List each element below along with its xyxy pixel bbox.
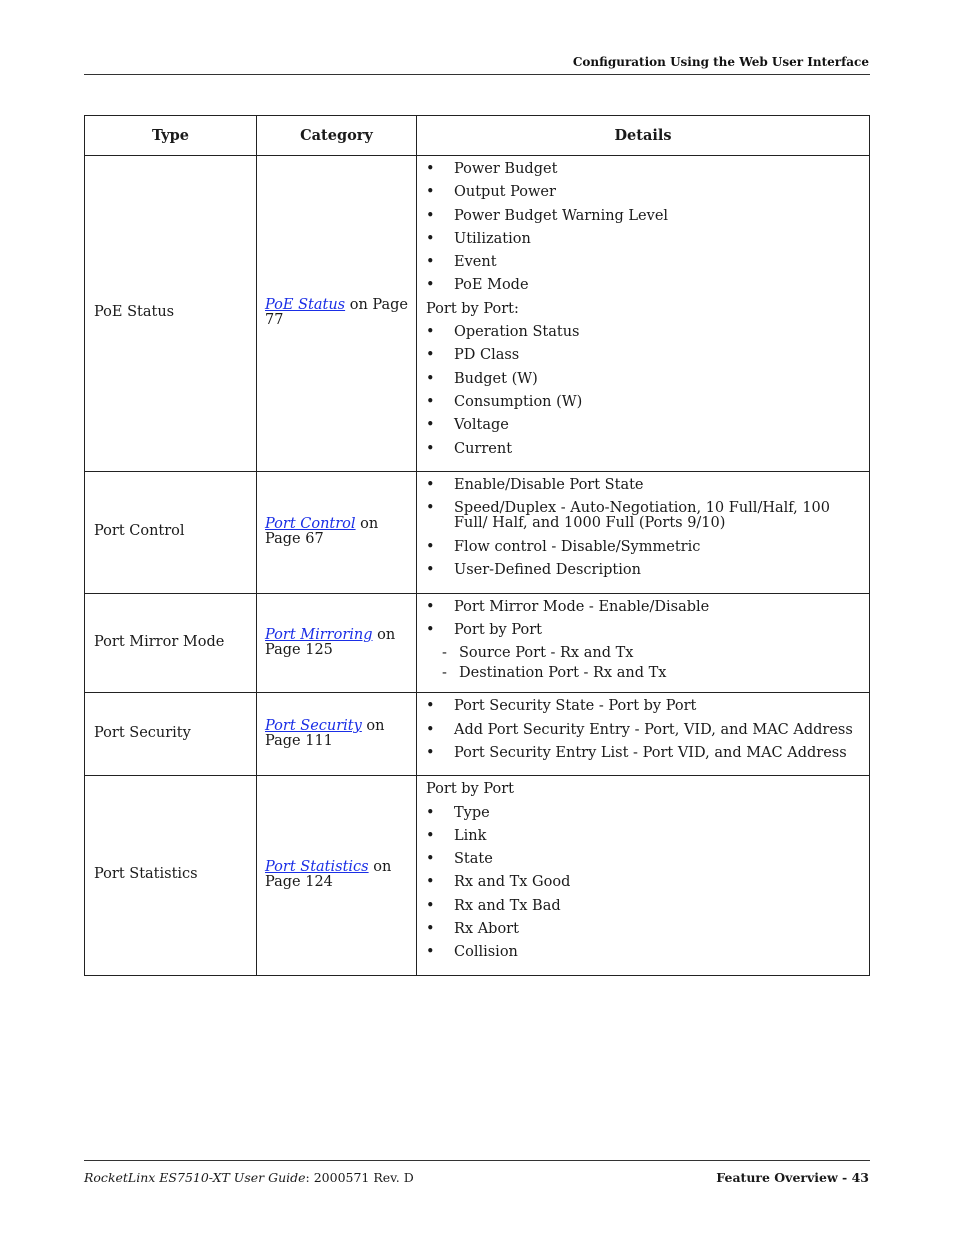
bullet-item: • Collision (426, 945, 860, 968)
table-row (85, 693, 870, 776)
details-label: Port by Port (426, 781, 515, 798)
page-ref-number: 77 (265, 312, 284, 329)
category-link[interactable]: Port Mirroring (265, 626, 373, 643)
page-ref-number: Page 125 (265, 642, 333, 659)
header-rule (84, 74, 870, 75)
type-cell: Port Mirror Mode (85, 593, 257, 693)
category-link[interactable]: PoE Status (265, 297, 346, 314)
bullet-item: • Port Security Entry List - Port VID, and MAC Address (426, 746, 860, 769)
details-cell (417, 693, 870, 776)
category-link[interactable]: Port Control (265, 516, 356, 533)
category-cell (257, 156, 417, 472)
page-ref-text: on (372, 626, 396, 643)
type-cell: PoE Status (85, 156, 257, 472)
page-ref-number: Page 111 (265, 733, 333, 750)
page-ref-number: Page 67 (265, 531, 324, 548)
bullet-item: • Port by Port (426, 623, 860, 646)
bullet-item: • Add Port Security Entry - Port, VID, and MAC Address (426, 723, 860, 746)
bullet-item: • Flow control - Disable/Symmetric (426, 540, 860, 563)
category-cell (257, 693, 417, 776)
category-cell (257, 776, 417, 975)
header-details: Details (417, 116, 870, 156)
details-cell (417, 776, 870, 975)
bullet-item: • Port Mirror Mode - Enable/Disable (426, 600, 860, 623)
bullet-item: • Power Budget Warning Level (426, 209, 860, 232)
bullet-item: • Current (426, 442, 860, 465)
bullet-item: • Type (426, 806, 860, 829)
details-label: Port by Port: (426, 300, 519, 317)
sub-item: - Source Port - Rx and Tx (426, 646, 860, 666)
bullet-item: • Rx and Tx Bad (426, 899, 860, 922)
category-link[interactable]: Port Statistics (265, 859, 369, 876)
type-cell: Port Statistics (85, 776, 257, 975)
page-ref-text: on (361, 718, 385, 735)
category-cell (257, 471, 417, 593)
type-cell: Port Security (85, 693, 257, 776)
table-body (85, 156, 870, 976)
sub-item: - Destination Port - Rx and Tx (426, 666, 860, 686)
type-cell: Port Control (85, 471, 257, 593)
running-header: Configuration Using the Web User Interface (572, 55, 869, 69)
page-ref-number: Page 124 (265, 874, 333, 891)
header-category: Category (257, 116, 417, 156)
bullet-item: • PD Class (426, 348, 860, 371)
bullet-item: • Link (426, 829, 860, 852)
bullet-item: • Enable/Disable Port State (426, 478, 860, 501)
table-row (85, 776, 870, 975)
bullet-item: • Rx Abort (426, 922, 860, 945)
bullet-item: • Utilization (426, 232, 860, 255)
bullet-item: • Power Budget (426, 162, 860, 185)
bullet-item: • Port Security State - Port by Port (426, 699, 860, 722)
feature-table (84, 115, 870, 976)
footer-page-label: Feature Overview - 43 (716, 1170, 869, 1185)
details-cell (417, 593, 870, 693)
footer-doc-number: : 2000571 Rev. D (305, 1170, 414, 1185)
table-header-row (85, 116, 870, 156)
bullet-item: • User-Defined Description (426, 563, 860, 586)
bullet-item: • PoE Mode (426, 278, 860, 301)
page-ref-text: on (355, 516, 379, 533)
table-row (85, 471, 870, 593)
bullet-item: • Speed/Duplex - Auto-Negotiation, 10 Full/Half, 100 Full/ Half, and 1000 Full (Ports 9/10) (426, 501, 860, 540)
details-cell (417, 471, 870, 593)
bullet-item: • Event (426, 255, 860, 278)
header-type: Type (85, 116, 257, 156)
table-row (85, 156, 870, 472)
page-ref-text: on (368, 859, 392, 876)
page-ref-text: on Page (345, 297, 409, 314)
bullet-item: • Output Power (426, 185, 860, 208)
details-cell (417, 156, 870, 472)
bullet-item: • Rx and Tx Good (426, 875, 860, 898)
footer-product: RocketLinx ES7510-XT User Guide (84, 1170, 306, 1185)
bullet-item: • Budget (W) (426, 372, 860, 395)
category-link[interactable]: Port Security (265, 718, 362, 735)
bullet-item: • Consumption (W) (426, 395, 860, 418)
table-row (85, 593, 870, 693)
bullet-item: • Operation Status (426, 325, 860, 348)
bullet-item: • Voltage (426, 418, 860, 441)
category-cell (257, 593, 417, 693)
footer-doc-info (84, 1170, 414, 1185)
bullet-item: • State (426, 852, 860, 875)
footer-rule (84, 1160, 870, 1161)
